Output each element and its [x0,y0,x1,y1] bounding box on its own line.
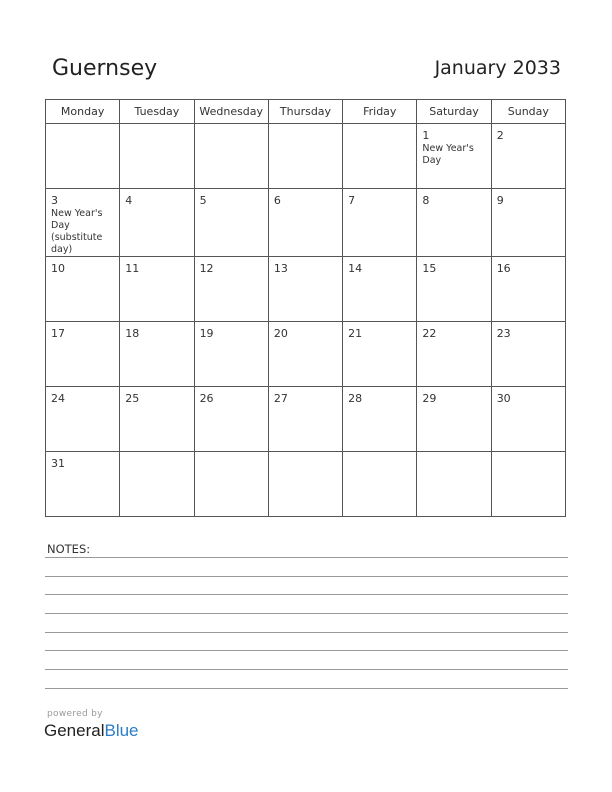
day-number: 22 [422,327,437,340]
calendar-week-row [46,322,566,387]
calendar-day-cell [491,452,565,517]
calendar-day-cell [194,124,268,189]
note-line [45,576,568,577]
day-number: 12 [199,262,214,275]
calendar-day-cell [120,189,194,257]
calendar-day-cell [491,257,565,322]
calendar-day-cell [268,189,342,257]
day-number: 30 [496,392,511,405]
calendar-day-cell [268,257,342,322]
calendar-day-cell [268,322,342,387]
weekday-header: Sunday [491,100,565,124]
day-number: 31 [51,457,65,470]
day-number: 15 [422,262,437,275]
calendar-day-cell [46,387,120,452]
calendar-day-cell [194,189,268,257]
calendar-grid [45,99,566,517]
calendar-day-cell [120,322,194,387]
day-number: 19 [199,327,214,340]
holiday-label: New Year's Day (substitute day) [51,208,103,255]
calendar-day-cell [46,189,120,257]
brand-logo [44,721,139,741]
day-number: 18 [125,327,140,340]
day-number: 5 [199,194,207,207]
day-number: 16 [496,262,511,275]
calendar-day-cell [46,452,120,517]
calendar-week-row [46,387,566,452]
calendar-day-cell [417,452,491,517]
calendar-month-title: January 2033 [434,57,561,79]
calendar-day-cell [268,452,342,517]
calendar-day-cell [343,387,417,452]
weekday-header: Thursday [268,100,342,124]
day-number: 17 [51,327,65,340]
weekday-header: Friday [343,100,417,124]
note-line [45,669,568,670]
calendar-day-cell [46,322,120,387]
calendar-day-cell [194,452,268,517]
day-number: 8 [422,194,430,207]
day-number: 11 [125,262,140,275]
day-number: 20 [273,327,288,340]
day-number: 24 [51,392,65,405]
calendar-day-cell [343,124,417,189]
note-line [45,557,568,558]
calendar-day-cell [417,387,491,452]
calendar-day-cell [120,124,194,189]
day-number: 4 [125,194,133,207]
calendar-day-cell [417,124,491,189]
calendar-day-cell [417,257,491,322]
weekday-header: Saturday [417,100,491,124]
calendar-week-row [46,124,566,189]
calendar-day-cell [417,322,491,387]
day-number: 14 [348,262,363,275]
calendar-day-cell [120,452,194,517]
calendar-day-cell [417,189,491,257]
calendar-day-cell [120,387,194,452]
calendar-day-cell [194,387,268,452]
brand-logo-blue: Blue [104,721,139,740]
calendar-body [46,124,566,517]
day-number: 25 [125,392,140,405]
calendar-week-row [46,257,566,322]
note-line [45,594,568,595]
day-number: 6 [273,194,281,207]
weekday-header-row [46,100,566,124]
calendar-day-cell [491,189,565,257]
day-number: 29 [422,392,437,405]
calendar-week-row [46,189,566,257]
day-number: 2 [496,129,504,142]
calendar-day-cell [343,189,417,257]
day-number: 21 [348,327,363,340]
calendar-day-cell [491,322,565,387]
calendar-country-title: Guernsey [52,56,158,81]
calendar-day-cell [491,387,565,452]
calendar-day-cell [343,322,417,387]
calendar-day-cell [46,257,120,322]
calendar-day-cell [268,387,342,452]
calendar-day-cell [343,452,417,517]
holiday-label: New Year's Day [422,143,474,166]
day-number: 10 [51,262,65,275]
day-number: 7 [348,194,356,207]
brand-logo-general: General [44,721,105,740]
weekday-header: Monday [46,100,120,124]
day-number: 13 [273,262,288,275]
day-number: 27 [273,392,288,405]
calendar-day-cell [194,322,268,387]
weekday-header: Tuesday [120,100,194,124]
day-number: 9 [496,194,504,207]
notes-label: NOTES: [47,542,91,556]
powered-by-text: powered by [47,709,103,719]
day-number: 23 [496,327,511,340]
day-number: 3 [51,194,58,207]
day-number: 26 [199,392,214,405]
calendar-day-cell [491,124,565,189]
calendar-week-row [46,452,566,517]
calendar-day-cell [120,257,194,322]
day-number: 1 [422,129,430,142]
note-line [45,632,568,633]
note-line [45,613,568,614]
day-number: 28 [348,392,363,405]
calendar-day-cell [194,257,268,322]
calendar-day-cell [343,257,417,322]
calendar-day-cell [268,124,342,189]
weekday-header: Wednesday [194,100,268,124]
calendar-day-cell [46,124,120,189]
note-line [45,688,568,689]
note-line [45,650,568,651]
